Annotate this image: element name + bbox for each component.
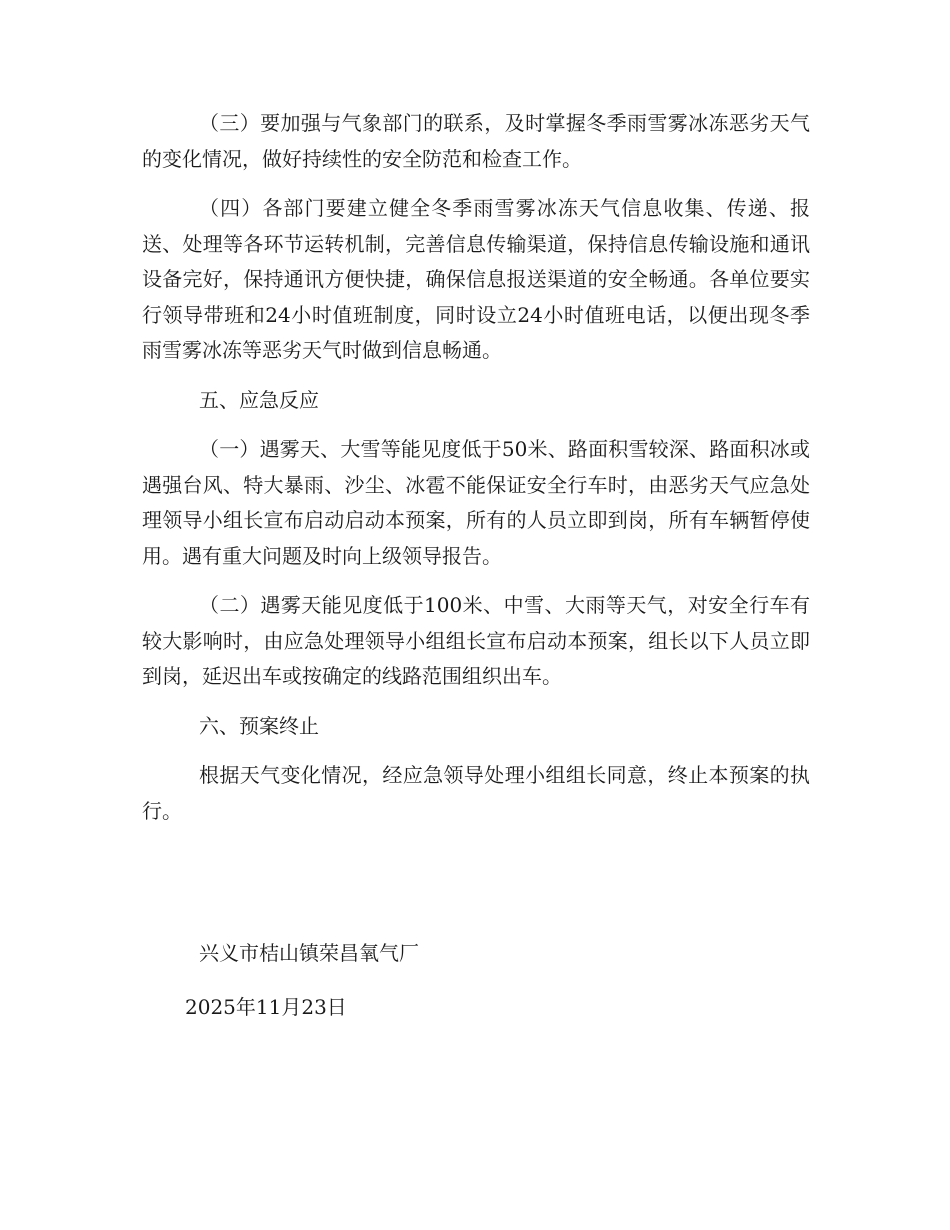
document-body bbox=[142, 106, 810, 843]
paragraph-response-1: （一）遇雾天、大雪等能见度低于50米、路面积雪较深、路面积冰或遇强台风、特大暴雨、沙尘、冰雹不能保证安全行车时，由恶劣天气应急处理领导小组长宣布启动启动本预案，所有的人员立即到岗，所有车辆暂停使用。遇有重大问题及时向上级领导报告。 bbox=[142, 437, 810, 568]
signature-organization: 兴义市桔山镇荣昌氧气厂 bbox=[199, 941, 419, 965]
paragraph-item-4: （四）各部门要建立健全冬季雨雪雾冰冻天气信息收集、传递、报送、处理等各环节运转机制，完善信息传输渠道，保持信息传输设施和通讯设备完好，保持通讯方便快捷，确保信息报送渠道的安全畅通。各单位要实行领导带班和24小时值班制度，同时设立24小时值班电话，以便出现冬季雨雪雾冰冻等恶劣天气时做到信息畅通。 bbox=[142, 196, 810, 362]
paragraph-response-2: （二）遇雾天能见度低于100米、中雪、大雨等天气，对安全行车有较大影响时，由应急处理领导小组组长宣布启动本预案，组长以下人员立即到岗，延迟出车或按确定的线路范围组织出车。 bbox=[142, 593, 810, 688]
paragraph-item-3: （三）要加强与气象部门的联系，及时掌握冬季雨雪雾冰冻恶劣天气的变化情况，做好持续性的安全防范和检查工作。 bbox=[142, 111, 810, 171]
paragraph-termination: 根据天气变化情况，经应急领导处理小组组长同意，终止本预案的执行。 bbox=[142, 763, 810, 823]
signature-date: 2025年11月23日 bbox=[185, 995, 347, 1019]
section-heading-emergency-response: 五、应急反应 bbox=[199, 387, 319, 412]
section-heading-plan-termination: 六、预案终止 bbox=[199, 713, 319, 738]
